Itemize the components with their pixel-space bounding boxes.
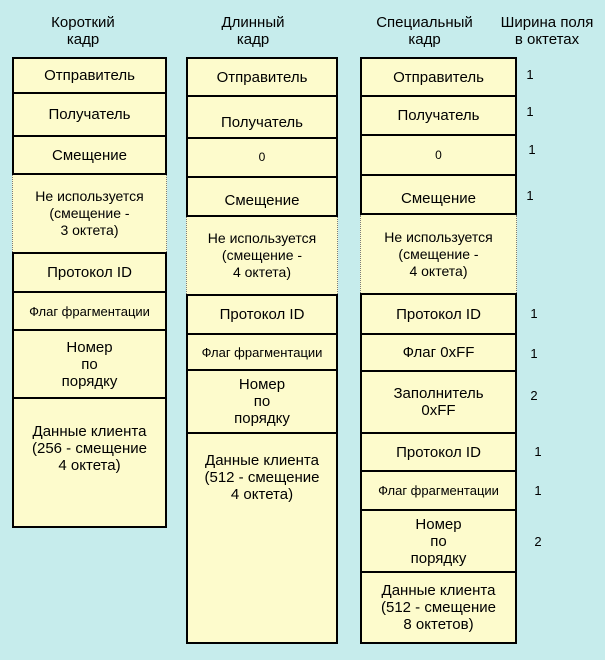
width-value: 1 <box>530 306 538 321</box>
width-value: 1 <box>526 104 534 119</box>
short-client-data-field: Данные клиента (256 - смещение 4 октета) <box>12 397 167 528</box>
long-sender-field: Отправитель <box>186 57 338 97</box>
special-client-data-field: Данные клиента (512 - смещение 8 октетов) <box>360 571 517 644</box>
short-sender-field: Отправитель <box>12 57 167 94</box>
short-protocol-id-field: Протокол ID <box>12 252 167 293</box>
special-frame-header: Специальный кадр <box>376 14 473 48</box>
special-frag-flag-field: Флаг фрагментации <box>360 470 517 511</box>
long-receiver-field: Получатель <box>186 95 338 139</box>
long-offset-field: Смещение <box>186 176 338 217</box>
short-frag-flag-field: Флаг фрагментации <box>12 291 167 331</box>
short-frame-header: Короткий кадр <box>51 14 115 48</box>
special-protocol-id-field: Протокол ID <box>360 293 517 335</box>
width-value: 1 <box>534 444 542 459</box>
special-protocol-id-2-field: Протокол ID <box>360 432 517 472</box>
long-protocol-id-field: Протокол ID <box>186 294 338 335</box>
special-sender-field: Отправитель <box>360 57 517 97</box>
special-receiver-field: Получатель <box>360 95 517 136</box>
short-offset-field: Смещение <box>12 135 167 175</box>
width-value: 2 <box>530 388 538 403</box>
long-frag-flag-field: Флаг фрагментации <box>186 333 338 371</box>
field-width-header: Ширина поля в октетах <box>500 14 594 48</box>
width-value: 1 <box>526 188 534 203</box>
special-filler-field: Заполнитель 0xFF <box>360 370 517 434</box>
short-seq-number-field: Номер по порядку <box>12 329 167 399</box>
special-flag-ff-field: Флаг 0xFF <box>360 333 517 372</box>
special-zero-field: 0 <box>360 134 517 176</box>
long-unused-area: Не используется (смещение - 4 октета) <box>186 217 338 294</box>
special-unused-area: Не используется (смещение - 4 октета) <box>360 215 517 293</box>
width-value: 1 <box>526 67 534 82</box>
special-seq-number-field: Номер по порядку <box>360 509 517 573</box>
short-receiver-field: Получатель <box>12 92 167 137</box>
width-value: 1 <box>528 142 536 157</box>
short-unused-area: Не используется (смещение - 3 октета) <box>12 175 167 252</box>
long-zero-field: 0 <box>186 137 338 178</box>
long-frame-header: Длинный кадр <box>221 14 285 48</box>
width-value: 2 <box>534 534 542 549</box>
long-seq-number-field: Номер по порядку <box>186 369 338 434</box>
long-client-data-field: Данные клиента (512 - смещение 4 октета) <box>186 432 338 644</box>
special-offset-field: Смещение <box>360 174 517 215</box>
width-value: 1 <box>534 483 542 498</box>
width-value: 1 <box>530 346 538 361</box>
